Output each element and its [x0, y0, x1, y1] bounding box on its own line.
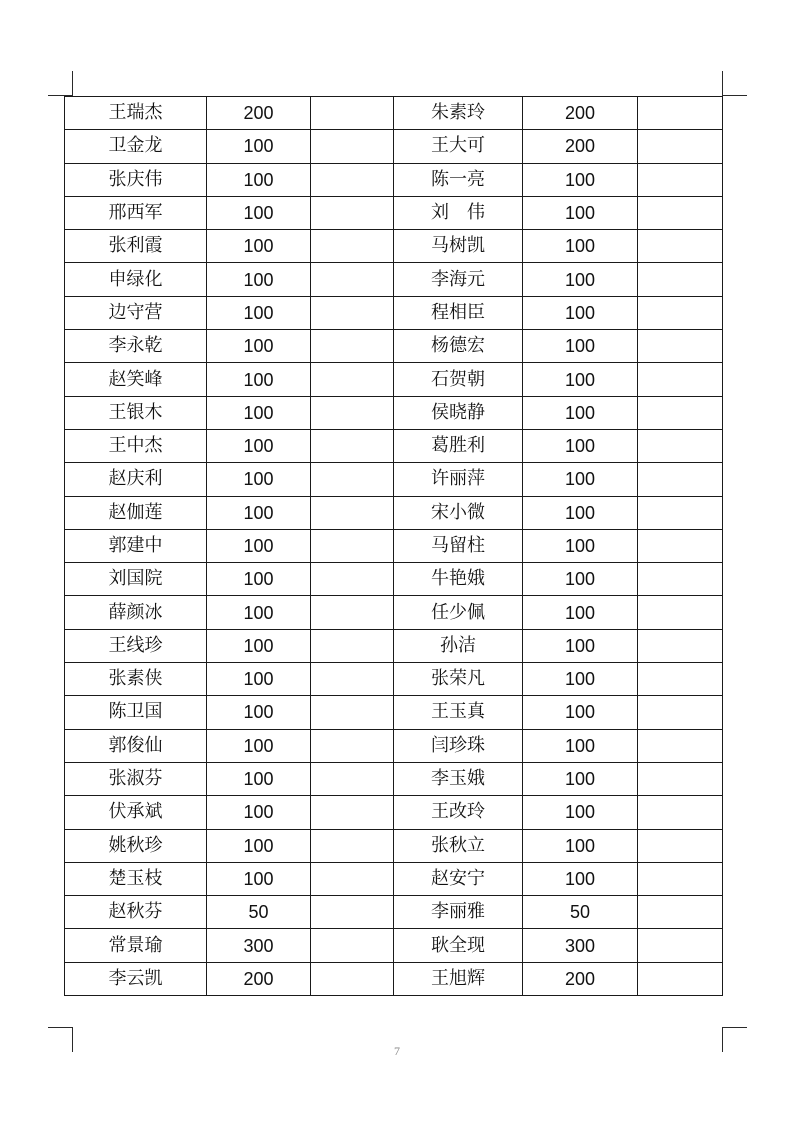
note-left-cell — [311, 363, 394, 396]
table-row — [65, 163, 723, 196]
amount-right-cell: 100 — [523, 196, 638, 229]
name-left-cell: 邢西军 — [65, 196, 207, 229]
amount-left-cell: 100 — [207, 130, 311, 163]
note-left-cell — [311, 529, 394, 562]
note-left-cell — [311, 97, 394, 130]
name-left-cell: 赵庆利 — [65, 463, 207, 496]
note-left-cell — [311, 829, 394, 862]
note-right-cell — [638, 629, 723, 662]
amount-right-cell: 100 — [523, 163, 638, 196]
note-right-cell — [638, 596, 723, 629]
amount-right-cell: 100 — [523, 463, 638, 496]
crop-mark-top-left-vertical — [72, 71, 73, 96]
amount-right-cell: 100 — [523, 496, 638, 529]
amount-right-cell: 100 — [523, 762, 638, 795]
name-right-cell: 张秋立 — [394, 829, 523, 862]
note-right-cell — [638, 663, 723, 696]
note-right-cell — [638, 163, 723, 196]
amount-left-cell: 100 — [207, 629, 311, 662]
name-right-cell: 杨德宏 — [394, 330, 523, 363]
name-left-cell: 姚秋珍 — [65, 829, 207, 862]
name-left-cell: 刘国院 — [65, 563, 207, 596]
amount-left-cell: 100 — [207, 563, 311, 596]
note-right-cell — [638, 97, 723, 130]
amount-left-cell: 100 — [207, 196, 311, 229]
note-left-cell — [311, 130, 394, 163]
table-row — [65, 263, 723, 296]
crop-mark-top-right-vertical — [722, 71, 723, 96]
name-left-cell: 王瑞杰 — [65, 97, 207, 130]
name-right-cell: 葛胜利 — [394, 429, 523, 462]
name-left-cell: 赵秋芬 — [65, 896, 207, 929]
amount-left-cell: 100 — [207, 596, 311, 629]
amount-left-cell: 200 — [207, 962, 311, 995]
amount-right-cell: 100 — [523, 796, 638, 829]
table-row — [65, 796, 723, 829]
name-right-cell: 侯晓静 — [394, 396, 523, 429]
table-row — [65, 896, 723, 929]
note-left-cell — [311, 196, 394, 229]
name-right-cell: 赵安宁 — [394, 862, 523, 895]
name-left-cell: 王线珍 — [65, 629, 207, 662]
name-left-cell: 张素侠 — [65, 663, 207, 696]
name-right-cell: 孙洁 — [394, 629, 523, 662]
amount-left-cell: 100 — [207, 330, 311, 363]
amount-right-cell: 300 — [523, 929, 638, 962]
name-left-cell: 王中杰 — [65, 429, 207, 462]
note-right-cell — [638, 563, 723, 596]
table-row — [65, 563, 723, 596]
name-left-cell: 王银木 — [65, 396, 207, 429]
table-row — [65, 529, 723, 562]
note-left-cell — [311, 629, 394, 662]
name-right-cell: 李海元 — [394, 263, 523, 296]
note-right-cell — [638, 330, 723, 363]
name-right-cell: 刘 伟 — [394, 196, 523, 229]
name-left-cell: 薛颜冰 — [65, 596, 207, 629]
amount-left-cell: 100 — [207, 762, 311, 795]
table-row — [65, 962, 723, 995]
name-left-cell: 李云凯 — [65, 962, 207, 995]
name-right-cell: 王玉真 — [394, 696, 523, 729]
amount-left-cell: 200 — [207, 97, 311, 130]
crop-mark-bottom-right-horizontal — [722, 1027, 747, 1028]
table-row — [65, 596, 723, 629]
note-left-cell — [311, 296, 394, 329]
note-right-cell — [638, 396, 723, 429]
crop-mark-top-right-horizontal — [722, 95, 747, 96]
note-left-cell — [311, 396, 394, 429]
name-right-cell: 李丽雅 — [394, 896, 523, 929]
name-right-cell: 马留柱 — [394, 529, 523, 562]
name-left-cell: 赵笑峰 — [65, 363, 207, 396]
amount-left-cell: 100 — [207, 696, 311, 729]
amount-right-cell: 200 — [523, 97, 638, 130]
amount-right-cell: 100 — [523, 429, 638, 462]
amount-right-cell: 200 — [523, 962, 638, 995]
name-left-cell: 楚玉枝 — [65, 862, 207, 895]
note-right-cell — [638, 363, 723, 396]
table-row — [65, 296, 723, 329]
amount-left-cell: 100 — [207, 729, 311, 762]
name-right-cell: 许丽萍 — [394, 463, 523, 496]
amount-left-cell: 100 — [207, 429, 311, 462]
table-row — [65, 663, 723, 696]
amount-right-cell: 100 — [523, 363, 638, 396]
roster-body — [65, 97, 723, 996]
amount-right-cell: 200 — [523, 130, 638, 163]
note-left-cell — [311, 896, 394, 929]
name-right-cell: 朱素玲 — [394, 97, 523, 130]
name-right-cell: 石贺朝 — [394, 363, 523, 396]
amount-right-cell: 100 — [523, 696, 638, 729]
note-left-cell — [311, 496, 394, 529]
table-row — [65, 196, 723, 229]
note-left-cell — [311, 796, 394, 829]
name-right-cell: 王旭辉 — [394, 962, 523, 995]
name-right-cell: 闫珍珠 — [394, 729, 523, 762]
note-left-cell — [311, 230, 394, 263]
table-row — [65, 330, 723, 363]
note-right-cell — [638, 862, 723, 895]
amount-left-cell: 100 — [207, 463, 311, 496]
name-left-cell: 陈卫国 — [65, 696, 207, 729]
name-left-cell: 常景瑜 — [65, 929, 207, 962]
amount-left-cell: 100 — [207, 862, 311, 895]
name-right-cell: 马树凯 — [394, 230, 523, 263]
name-left-cell: 伏承斌 — [65, 796, 207, 829]
name-left-cell: 郭建中 — [65, 529, 207, 562]
amount-right-cell: 50 — [523, 896, 638, 929]
amount-right-cell: 100 — [523, 296, 638, 329]
note-right-cell — [638, 729, 723, 762]
amount-right-cell: 100 — [523, 330, 638, 363]
name-left-cell: 边守营 — [65, 296, 207, 329]
amount-left-cell: 100 — [207, 363, 311, 396]
amount-right-cell: 100 — [523, 596, 638, 629]
amount-right-cell: 100 — [523, 230, 638, 263]
note-left-cell — [311, 929, 394, 962]
table-row — [65, 762, 723, 795]
name-right-cell: 牛艳娥 — [394, 563, 523, 596]
note-right-cell — [638, 463, 723, 496]
table-row — [65, 496, 723, 529]
note-left-cell — [311, 762, 394, 795]
amount-right-cell: 100 — [523, 629, 638, 662]
note-right-cell — [638, 929, 723, 962]
note-right-cell — [638, 296, 723, 329]
note-right-cell — [638, 762, 723, 795]
donation-roster-table — [64, 96, 723, 996]
page-number: 7 — [394, 1044, 400, 1058]
note-right-cell — [638, 130, 723, 163]
table-row — [65, 396, 723, 429]
table-row — [65, 130, 723, 163]
amount-left-cell: 100 — [207, 663, 311, 696]
table-row — [65, 629, 723, 662]
name-right-cell: 任少佩 — [394, 596, 523, 629]
note-left-cell — [311, 429, 394, 462]
amount-left-cell: 100 — [207, 263, 311, 296]
note-left-cell — [311, 563, 394, 596]
table-row — [65, 696, 723, 729]
note-right-cell — [638, 829, 723, 862]
table-row — [65, 230, 723, 263]
note-left-cell — [311, 330, 394, 363]
note-left-cell — [311, 163, 394, 196]
note-left-cell — [311, 663, 394, 696]
note-left-cell — [311, 463, 394, 496]
note-left-cell — [311, 729, 394, 762]
table-row — [65, 363, 723, 396]
amount-left-cell: 100 — [207, 230, 311, 263]
name-right-cell: 王改玲 — [394, 796, 523, 829]
name-right-cell: 李玉娥 — [394, 762, 523, 795]
note-left-cell — [311, 696, 394, 729]
amount-left-cell: 100 — [207, 496, 311, 529]
table-row — [65, 929, 723, 962]
note-right-cell — [638, 230, 723, 263]
amount-right-cell: 100 — [523, 829, 638, 862]
table-row — [65, 429, 723, 462]
name-right-cell: 张荣凡 — [394, 663, 523, 696]
amount-left-cell: 100 — [207, 529, 311, 562]
amount-right-cell: 100 — [523, 862, 638, 895]
amount-left-cell: 100 — [207, 163, 311, 196]
name-right-cell: 宋小微 — [394, 496, 523, 529]
note-right-cell — [638, 529, 723, 562]
name-left-cell: 李永乾 — [65, 330, 207, 363]
amount-left-cell: 100 — [207, 829, 311, 862]
note-left-cell — [311, 263, 394, 296]
amount-left-cell: 100 — [207, 296, 311, 329]
note-left-cell — [311, 862, 394, 895]
note-right-cell — [638, 196, 723, 229]
table-row — [65, 729, 723, 762]
amount-left-cell: 100 — [207, 796, 311, 829]
amount-right-cell: 100 — [523, 529, 638, 562]
crop-mark-bottom-left-horizontal — [48, 1027, 72, 1028]
name-right-cell: 程相臣 — [394, 296, 523, 329]
name-right-cell: 耿全现 — [394, 929, 523, 962]
amount-right-cell: 100 — [523, 563, 638, 596]
amount-left-cell: 50 — [207, 896, 311, 929]
name-left-cell: 郭俊仙 — [65, 729, 207, 762]
amount-right-cell: 100 — [523, 396, 638, 429]
name-left-cell: 张利霞 — [65, 230, 207, 263]
note-right-cell — [638, 962, 723, 995]
name-left-cell: 卫金龙 — [65, 130, 207, 163]
note-right-cell — [638, 696, 723, 729]
amount-right-cell: 100 — [523, 729, 638, 762]
table-row — [65, 97, 723, 130]
amount-left-cell: 100 — [207, 396, 311, 429]
table-row — [65, 463, 723, 496]
name-left-cell: 张淑芬 — [65, 762, 207, 795]
name-left-cell: 张庆伟 — [65, 163, 207, 196]
name-left-cell: 申绿化 — [65, 263, 207, 296]
table-row — [65, 829, 723, 862]
name-right-cell: 陈一亮 — [394, 163, 523, 196]
amount-right-cell: 100 — [523, 663, 638, 696]
note-right-cell — [638, 496, 723, 529]
amount-right-cell: 100 — [523, 263, 638, 296]
note-right-cell — [638, 796, 723, 829]
name-right-cell: 王大可 — [394, 130, 523, 163]
note-right-cell — [638, 429, 723, 462]
note-left-cell — [311, 962, 394, 995]
note-right-cell — [638, 263, 723, 296]
note-left-cell — [311, 596, 394, 629]
table-row — [65, 862, 723, 895]
amount-left-cell: 300 — [207, 929, 311, 962]
note-right-cell — [638, 896, 723, 929]
name-left-cell: 赵伽莲 — [65, 496, 207, 529]
